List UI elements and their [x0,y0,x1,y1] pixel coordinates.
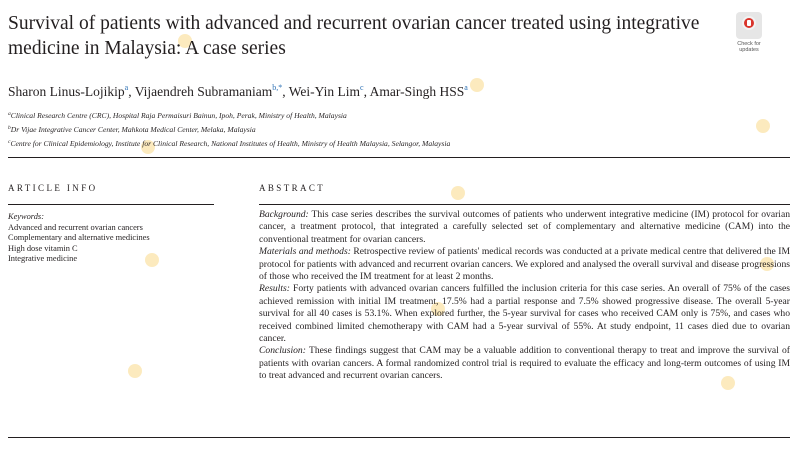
abstract-results: Results: Forty patients with advanced ovarian cancers fulfilled the inclusion criteria for this case series. An overall of 75% of the cases achieved remission with initial IM treatment, 17.5% had a partial response and 7.5% showed progressive disease. The overall 5-year survival for all 40 cases is 53.1%. When explored further, the 5-year survival for cases who received CAM only is 75%, and cases who received combined limited chemotherapy with CAM had a 5-year survival of 55%. At study endpoint, 11 cases died due to ovarian cancer. [259,283,790,345]
article-title: Survival of patients with advanced and recurrent ovarian cancer treated using integrative medicine in Malaysia: A case series [8,13,700,59]
author-affiliation-link[interactable]: c [360,83,364,92]
author-name: Vijaendreh Subramaniam [134,84,273,99]
check-for-updates-button[interactable] [734,12,764,60]
decorative-dot [451,186,465,200]
author-name: Wei-Yin Lim [288,84,361,99]
affiliation-line: $^c$Centre for Clinical Epidemiology, Institute for Clinical Research, National Institutes of Health, Ministry of Health Malaysia, Selangor, Malaysia [8,139,451,148]
keyword-item: Complementary and alternative medicines [8,233,150,243]
abstract-methods: Materials and methods: Retrospective review of patients' medical records was conducted at a private medical centre that delivered the IM protocol for patients with advanced and recurrent ovarian cancers. We explored and analysed the overall survival and disease progressions of those who received the IM treatment for at least 2 months. [259,246,790,283]
article-info-heading: ARTICLE INFO [8,183,98,193]
abstract-divider [259,204,790,205]
article-info-divider [8,204,214,205]
keyword-item: High dose vitamin C [8,243,78,253]
affiliations [8,108,788,150]
keywords-block [8,212,218,265]
header-divider [8,157,790,158]
footer-divider [8,437,790,438]
keyword-item: Advanced and recurrent ovarian cancers [8,222,143,232]
affiliation-line: $^b$Dr Vijae Integrative Cancer Center, Mahkota Medical Center, Melaka, Malaysia [8,125,256,134]
affiliation-line: $^a$Clinical Research Centre (CRC), Hospital Raja Permaisuri Bainun, Ipoh, Perak, Ministry of Health, Malaysia [8,111,347,120]
author-name: Amar-Singh HSS [369,84,465,99]
crossmark-label: Check for updates [737,41,761,53]
decorative-dot [128,364,142,378]
keywords-label: Keywords: [8,212,44,221]
abstract-conclusion: Conclusion: These findings suggest that CAM may be a valuable addition to conventional therapy to treat and improve the survival of patients with ovarian cancers. A formal randomized control trial is required to evaluate the efficacy and long-term outcomes of using IM to treat advanced and recurrent ovarian cancers. [259,345,790,382]
abstract-background: Background: This case series describes the survival outcomes of patients who underwent integrative medicine (IM) protocol for ovarian cancer, a treatment protocol, that integrated a carefully selected set of complementary and alternative medicine (CAM) into the conventional treatment for ovarian cancers. [259,209,790,245]
keyword-item: Integrative medicine [8,254,78,264]
author-list: Sharon Linus-Lojikip$^a$, Vijaendreh Subramaniam$^{b,*}$, Wei-Yin Lim$^c$, Amar-Singh HSS$^a$ [8,83,468,99]
crossmark-icon [736,12,762,39]
author-name: Sharon Linus-Lojikip [8,84,125,99]
abstract-heading: ABSTRACT [259,183,326,193]
author-affiliation-link[interactable]: b,* [272,83,283,92]
author-affiliation-link[interactable]: a [464,83,468,92]
abstract-body [259,209,790,383]
author-affiliation-link[interactable]: a [124,83,129,92]
